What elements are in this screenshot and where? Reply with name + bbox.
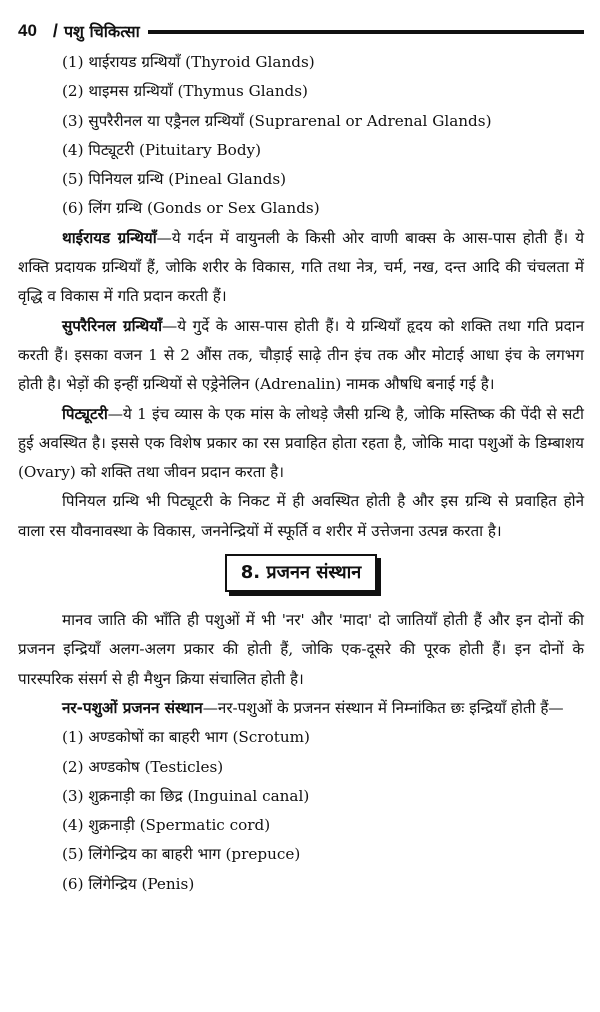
organ-list [18,723,584,899]
paragraph-text: —ये 1 इंच व्यास के एक मांस के लोथड़े जैसी ग्रन्थि है, जोकि मस्तिष्क की पेंदी से सटी हुई अवस्थित है। इससे एक विशेष प्रकार का रस प्रवाहित होता रहता है, जोकि मादा पशुओं के डिम्बाशय (Ovary) को शक्ति तथा जीवन प्रदान करता है। [18,404,584,482]
list-item: (3) सुपरैरीनल या एड्रैनल ग्रन्थियाँ (Suprarenal or Adrenal Glands) [62,111,492,130]
paragraph-pituitary [18,400,584,488]
paragraph-lead: पिट्यूटरी [62,404,108,423]
list-item: (5) पिनियल ग्रन्थि (Pineal Glands) [62,170,287,189]
list-item: (1) अण्डकोषों का बाहरी भाग (Scrotum) [62,728,310,747]
list-item: (4) शुक्रनाड़ी (Spermatic cord) [62,816,271,835]
section-heading: 8. प्रजनन संस्थान [225,554,377,592]
list-item: (2) थाइमस ग्रन्थियाँ (Thymus Glands) [62,82,308,101]
paragraph-text: —ये गुर्दे के आस-पास होती हैं। ये ग्रन्थियाँ हृदय को शक्ति तथा गति प्रदान करती हैं। इसका वजन 1 से 2 औंस तक, चौड़ाई साढ़े तीन इंच तक और मोटाई आधा इंच के लगभग होती है। भेड़ों की इन्हीं ग्रन्थियों से एड्रेनेलिन (Adrenalin) नामक औषधि बनाई गई है। [18,316,585,394]
list-item: (2) अण्डकोष (Testicles) [62,757,224,776]
paragraph-pineal: पिनियल ग्रन्थि भी पिट्यूटरी के निकट में ही अवस्थित होती है और इस ग्रन्थि से प्रवाहित होने वाला रस यौवनावस्था के विकास, जननेन्द्रियों में स्फूर्ति व शरीर में उत्तेजना उत्पन्न करता है। [18,492,584,540]
list-item: (5) लिंगेन्द्रिय का बाहरी भाग (prepuce) [62,845,301,864]
page-body [18,48,584,899]
paragraph-thyroid [18,224,584,312]
paragraph-lead: सुपरैरिनल ग्रन्थियाँ [62,316,163,335]
paragraph-text: —ये गर्दन में वायुनली के किसी ओर वाणी बाक्स के आस-पास होती हैं। ये शक्ति प्रदायक ग्रन्थियाँ हैं, जोकि शरीर के विकास, गति तथा नेत्र, चर्म, नख, दन्त आदि की चंचलता में वृद्धि व विकास में गति प्रदान करती हैं। [18,228,584,306]
list-item: (1) थाईरायड ग्रन्थियाँ (Thyroid Glands) [62,53,315,71]
list-item: (6) लिंग ग्रन्थि (Gonds or Sex Glands) [62,199,320,218]
running-header [18,14,584,48]
paragraph-lead: थाईरायड ग्रन्थियाँ [62,228,157,247]
header-separator: / [52,20,58,41]
paragraph-text: —नर-पशुओं के प्रजनन संस्थान में निम्नांकित छः इन्द्रियाँ होती हैं— [202,698,564,717]
paragraph-male [18,694,584,723]
paragraph-suprarenal [18,312,584,400]
page-number: 40 [18,21,37,40]
book-title: पशु चिकित्सा [63,22,140,41]
header-rule [148,30,584,34]
list-item: (3) शुक्रनाड़ी का छिद्र (Inguinal canal) [62,786,310,805]
list-item: (4) पिट्यूटरी (Pituitary Body) [62,140,262,159]
section-heading-wrap [18,554,584,592]
list-item: (6) लिंगेन्द्रिय (Penis) [62,874,195,893]
paragraph-intro: मानव जाति की भाँति ही पशुओं में भी 'नर' और 'मादा' दो जातियाँ होती हैं और इन दोनों की प्रजनन इन्द्रियाँ अलग-अलग प्रकार की होती हैं, जोकि एक-दूसरे की पूरक होती हैं। इन दोनों के पारस्परिक संसर्ग से ही मैथुन क्रिया संचालित होती है। [18,611,584,688]
paragraph-lead: नर-पशुओं प्रजनन संस्थान [62,698,203,717]
gland-list [18,48,584,224]
